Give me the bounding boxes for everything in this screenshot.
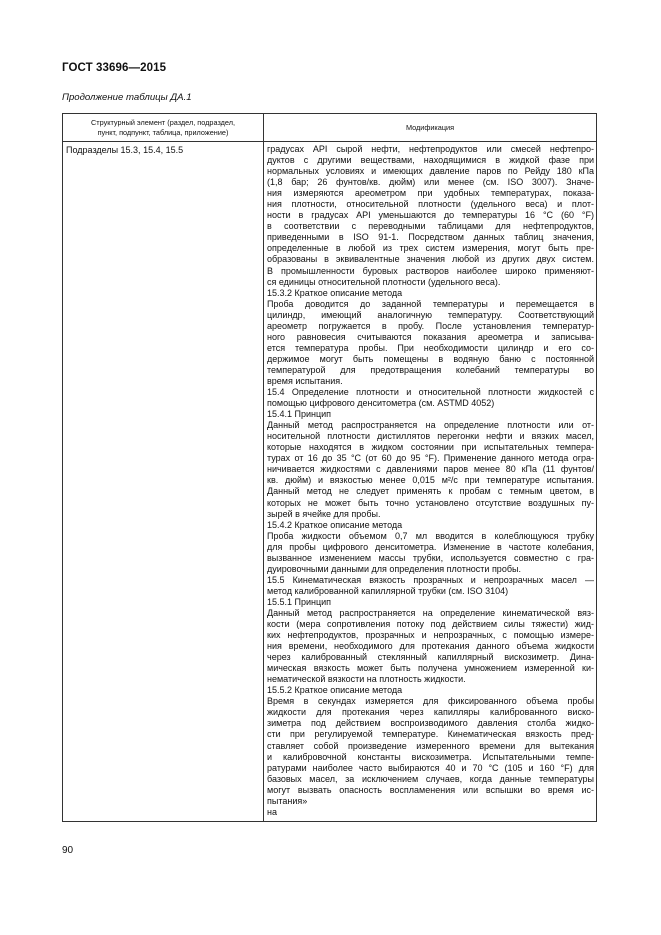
column-header-modification: Модификация <box>264 114 597 142</box>
text-line: ния плотности, относительной плотности (удельного веса) и плот- <box>267 199 594 210</box>
text-line: пытания» <box>267 795 308 806</box>
text-line: зиметра под действием воспроизводимого давления столба жидко- <box>267 718 594 729</box>
text-line: носительной плотности дистиллятов перегонки нефти и вязких масел, <box>267 431 594 442</box>
text-line: приведенными в ISO 91-1. Посредством данных таблиц значения, <box>267 232 594 243</box>
text-line: (1,8 бар; 26 фунтов/кв. дюйм) или менее (см. ISO 3007). Значе- <box>267 177 594 188</box>
text-line: зырей в ячейке для пробы. <box>267 508 381 519</box>
text-line: сти при регулируемой температуре. Кинематическая вязкость пред- <box>267 729 594 740</box>
text-line: дуировочными данными для определения плотности пробы. <box>267 563 521 574</box>
text-line: ких нефтепродуктов, прозрачных и непрозрачных, с помощью измере- <box>267 630 594 641</box>
modification-text-cell <box>264 142 597 822</box>
text-line: 15.3.2 Краткое описание метода <box>267 287 403 298</box>
text-line: которые находятся в жидком состоянии при испытательных темпера- <box>267 442 594 453</box>
table-row <box>63 142 597 822</box>
text-line: Данный метод распространяется на определение плотности или от- <box>267 420 594 431</box>
text-line: Время в секундах измеряется для фиксированного объема пробы <box>267 696 594 707</box>
text-line: ется температура пробы. При необходимости цилиндр и его со- <box>267 342 594 353</box>
text-line: нематической вязкости на плотность жидкости. <box>267 674 466 685</box>
text-line: 15.4.1 Принцип <box>267 409 332 420</box>
text-line: образованы в эквивалентные значения любой из других двух систем. <box>267 254 594 265</box>
text-line: турах от 16 до 35 °С (от 60 до 95 °F). Применение данного метода огра- <box>267 453 594 464</box>
text-line: Данный метод не следует применять к пробам с темным цветом, в <box>267 486 594 497</box>
text-line: могут вызвать опасность воспламенения или вспышки во время ис- <box>267 784 594 795</box>
page-number: 90 <box>62 845 74 856</box>
text-line: метод калиброванной капиллярной трубки (см. ISO 3104) <box>267 585 509 596</box>
modification-table <box>62 113 597 822</box>
text-line: мическая вязкость может быть получена умножением измеренной ки- <box>267 663 594 674</box>
text-line: ности в градусах API уменьшаются до температуры 16 °С (60 °F) <box>267 210 594 221</box>
text-line: ния времени, необходимого для протекания данного объема жидкости <box>267 641 594 652</box>
text-line: ничивается жидкостями с давлениями паров менее 80 кПа (11 фунтов/ <box>267 464 594 475</box>
text-line: нормальных условиях и имеющих давление паров по Рейду 180 кПа <box>267 166 594 177</box>
column-header-line: пункт, подпункт, таблица, приложение) <box>97 128 229 137</box>
text-line: через калиброванный стеклянный капиллярный вискозиметр. Дина- <box>267 652 594 663</box>
text-line: кости (мера сопротивления потоку под действием силы тяжести) жид- <box>267 619 594 630</box>
text-line: ния измеряются ареометром при удобных температурах, показа- <box>267 188 594 199</box>
text-line: ся единицы относительной плотности (удельного веса). <box>267 276 501 287</box>
text-line: 15.5.2 Краткое описание метода <box>267 685 403 696</box>
text-line: для пробы цифрового денситометра. Изменение в частоте колебания, <box>267 541 594 552</box>
text-line: на <box>267 806 277 817</box>
text-line: время испытания. <box>267 375 343 386</box>
text-line: помощью цифрового денситометра (см. ASTMD 4052) <box>267 398 495 409</box>
document-code: ГОСТ 33696—2015 <box>62 62 167 74</box>
text-line: и калибровочной константы вискозиметра. Испытательными темпе- <box>267 751 594 762</box>
text-line: ареометр погружается в пробу. После установления температур- <box>267 320 594 331</box>
text-line: кв. дюйм) и вязкостью менее 0,015 м²/с при температуре испытания. <box>267 475 594 486</box>
text-line: Проба жидкости объемом 0,7 мл вводится в колеблющуюся трубку <box>267 530 594 541</box>
text-line: В промышленности буровых растворов наиболее широко применяют- <box>267 265 594 276</box>
text-line: 15.4 Определение плотности и относительной плотности жидкостей с <box>267 387 594 398</box>
text-line: дуктов с другими веществами, находящимися в жидкой фазе при <box>267 155 594 166</box>
text-line: держимое могут быть помещены в водяную баню с постоянной <box>267 353 594 364</box>
text-line: Проба доводится до заданной температуры и перемещается в <box>267 298 594 309</box>
text-line: в соответствии с переводными таблицами для нефтепродуктов, <box>267 221 594 232</box>
text-line: ного равновесия считываются показания ареометра и записыва- <box>267 331 594 342</box>
table-continuation-caption: Продолжение таблицы ДА.1 <box>62 92 192 103</box>
text-line: цилиндр, имеющий аналогичную температуру. Соответствующий <box>267 309 594 320</box>
text-line: которых не может быть точно установлено отсутствие воздушных пу- <box>267 497 594 508</box>
text-line: ставляет собой произведение измеренного времени для вытекания <box>267 740 594 751</box>
table-header-row <box>63 114 597 142</box>
text-line: 15.4.2 Краткое описание метода <box>267 519 403 530</box>
text-line: жидкости для протекания через капилляры калиброванного виско- <box>267 707 594 718</box>
text-line: градусах API сырой нефти, нефтепродуктов или смесей нефтепро- <box>267 144 594 154</box>
text-line: ратурами наиболее часто выбираются 40 и 70 °С (105 и 160 °F) для <box>267 762 594 773</box>
text-line: базовых масел, за исключением случаев, когда данные температуры <box>267 773 594 784</box>
text-line: определенные в любой из трех систем измерения, могут быть пре- <box>267 243 594 254</box>
text-line: вызванное изменением массы трубки, используется совместно с гра- <box>267 552 594 563</box>
column-header-line: Структурный элемент (раздел, подраздел, <box>90 118 235 127</box>
text-line: Данный метод распространяется на определение кинематической вяз- <box>267 607 594 618</box>
column-header-structural-element <box>63 114 264 142</box>
text-line: 15.5.1 Принцип <box>267 596 332 607</box>
row-label-cell: Подразделы 15.3, 15.4, 15.5 <box>63 142 264 822</box>
text-line: 15.5 Кинематическая вязкость прозрачных и непрозрачных масел — <box>267 574 594 585</box>
text-line: температурой для предотвращения колебаний температуры во <box>267 364 594 375</box>
